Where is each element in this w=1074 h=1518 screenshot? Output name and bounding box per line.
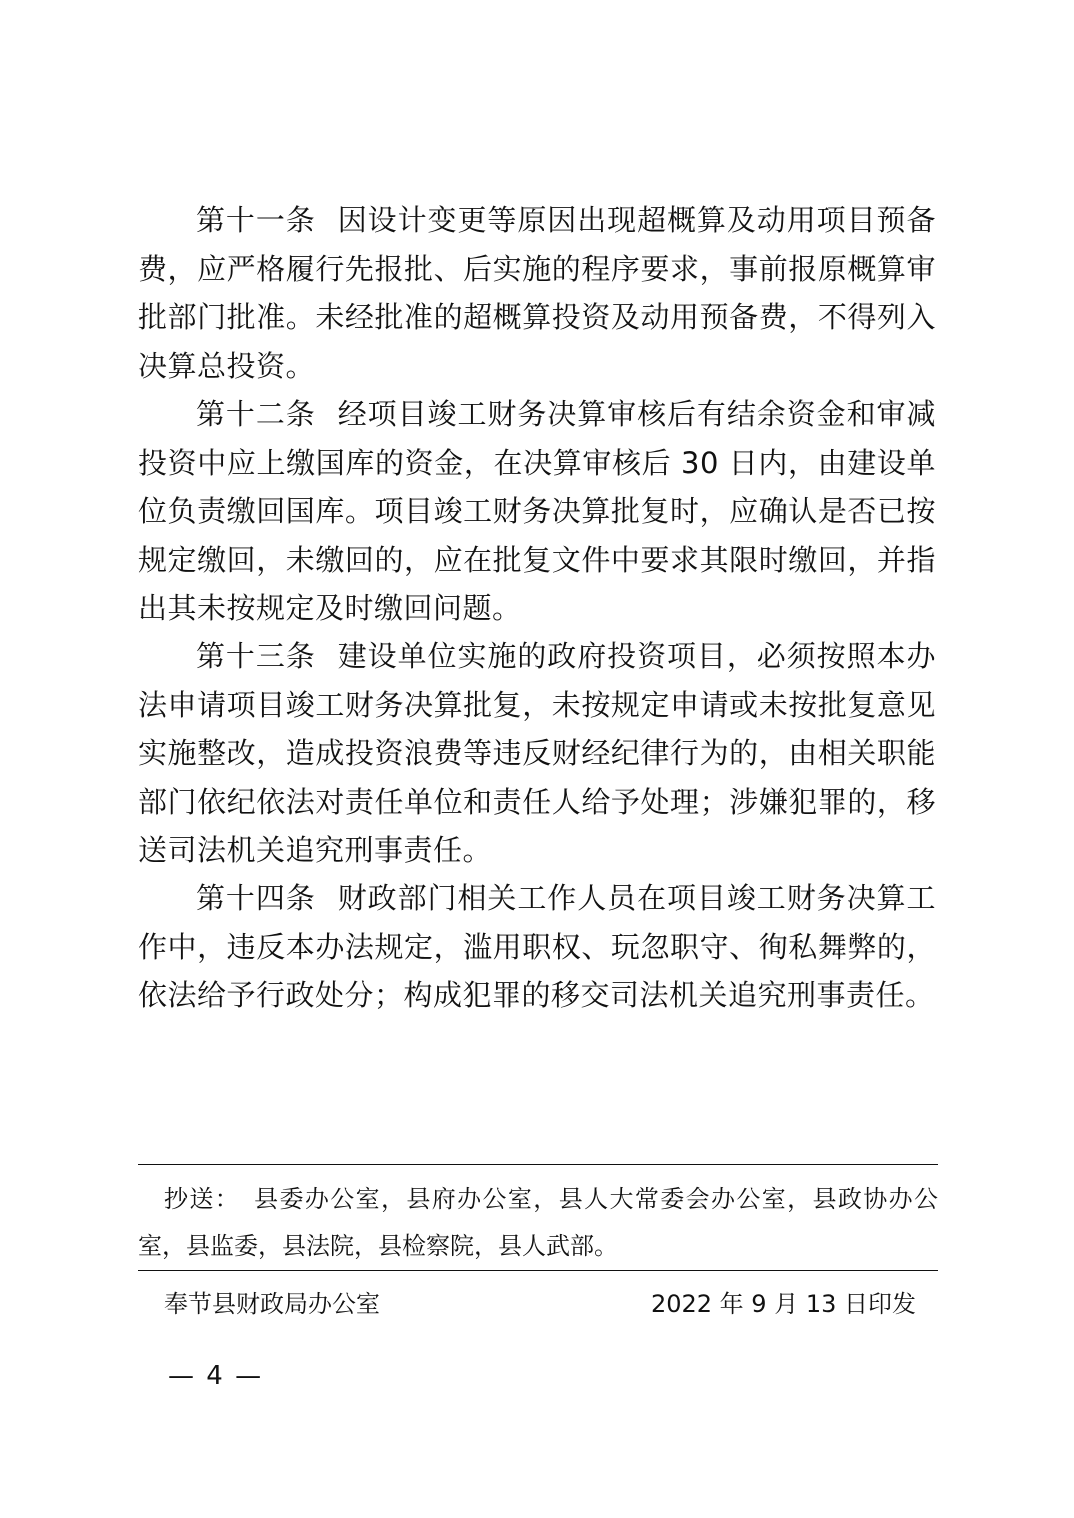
- article-body: 经项目竣工财务决算审核后有结余资金和审减投资中应上缴国库的资金，在决算审核后 30 日内，由建设单位负责缴回国库。项目竣工财务决算批复时，应确认是否已按规定缴回，未缴回的，应在批复文件中要求其限时缴回，并指出其未按规定及时缴回问题。: [138, 397, 936, 625]
- divider-top: [138, 1164, 938, 1165]
- issue-date: 2022 年 9 月 13 日印发: [650, 1290, 916, 1318]
- article-11: [138, 196, 936, 390]
- article-13: [138, 632, 936, 875]
- cc-recipients: 县委办公室，县府办公室，县人大常委会办公室，县政协办公室，县监委，县法院，县检察院，县人武部。: [138, 1185, 939, 1260]
- divider-bottom: [138, 1270, 938, 1271]
- article-body: 财政部门相关工作人员在项目竣工财务决算工作中，违反本办法规定，滥用职权、玩忽职守、徇私舞弊的，依法给予行政处分；构成犯罪的移交司法机关追究刑事责任。: [138, 881, 936, 1012]
- article-title: 第十四条: [196, 881, 316, 915]
- article-title: 第十三条: [196, 639, 316, 673]
- cc-label: 抄送：: [164, 1185, 241, 1213]
- article-title: 第十一条: [196, 203, 316, 237]
- article-body: 建设单位实施的政府投资项目，必须按照本办法申请项目竣工财务决算批复，未按规定申请或未按批复意见实施整改，造成投资浪费等违反财经纪律行为的，由相关职能部门依纪依法对责任单位和责任人给予处理；涉嫌犯罪的，移送司法机关追究刑事责任。: [138, 639, 936, 867]
- article-body: 因设计变更等原因出现超概算及动用项目预备费，应严格履行先报批、后实施的程序要求，事前报原概算审批部门批准。未经批准的超概算投资及动用预备费，不得列入决算总投资。: [138, 203, 936, 383]
- issuer: 奉节县财政局办公室: [164, 1290, 380, 1318]
- article-title: 第十二条: [196, 397, 316, 431]
- article-12: [138, 390, 936, 633]
- article-14: [138, 874, 936, 1020]
- cc-block: [138, 1176, 938, 1270]
- page-number: — 4 —: [168, 1361, 264, 1391]
